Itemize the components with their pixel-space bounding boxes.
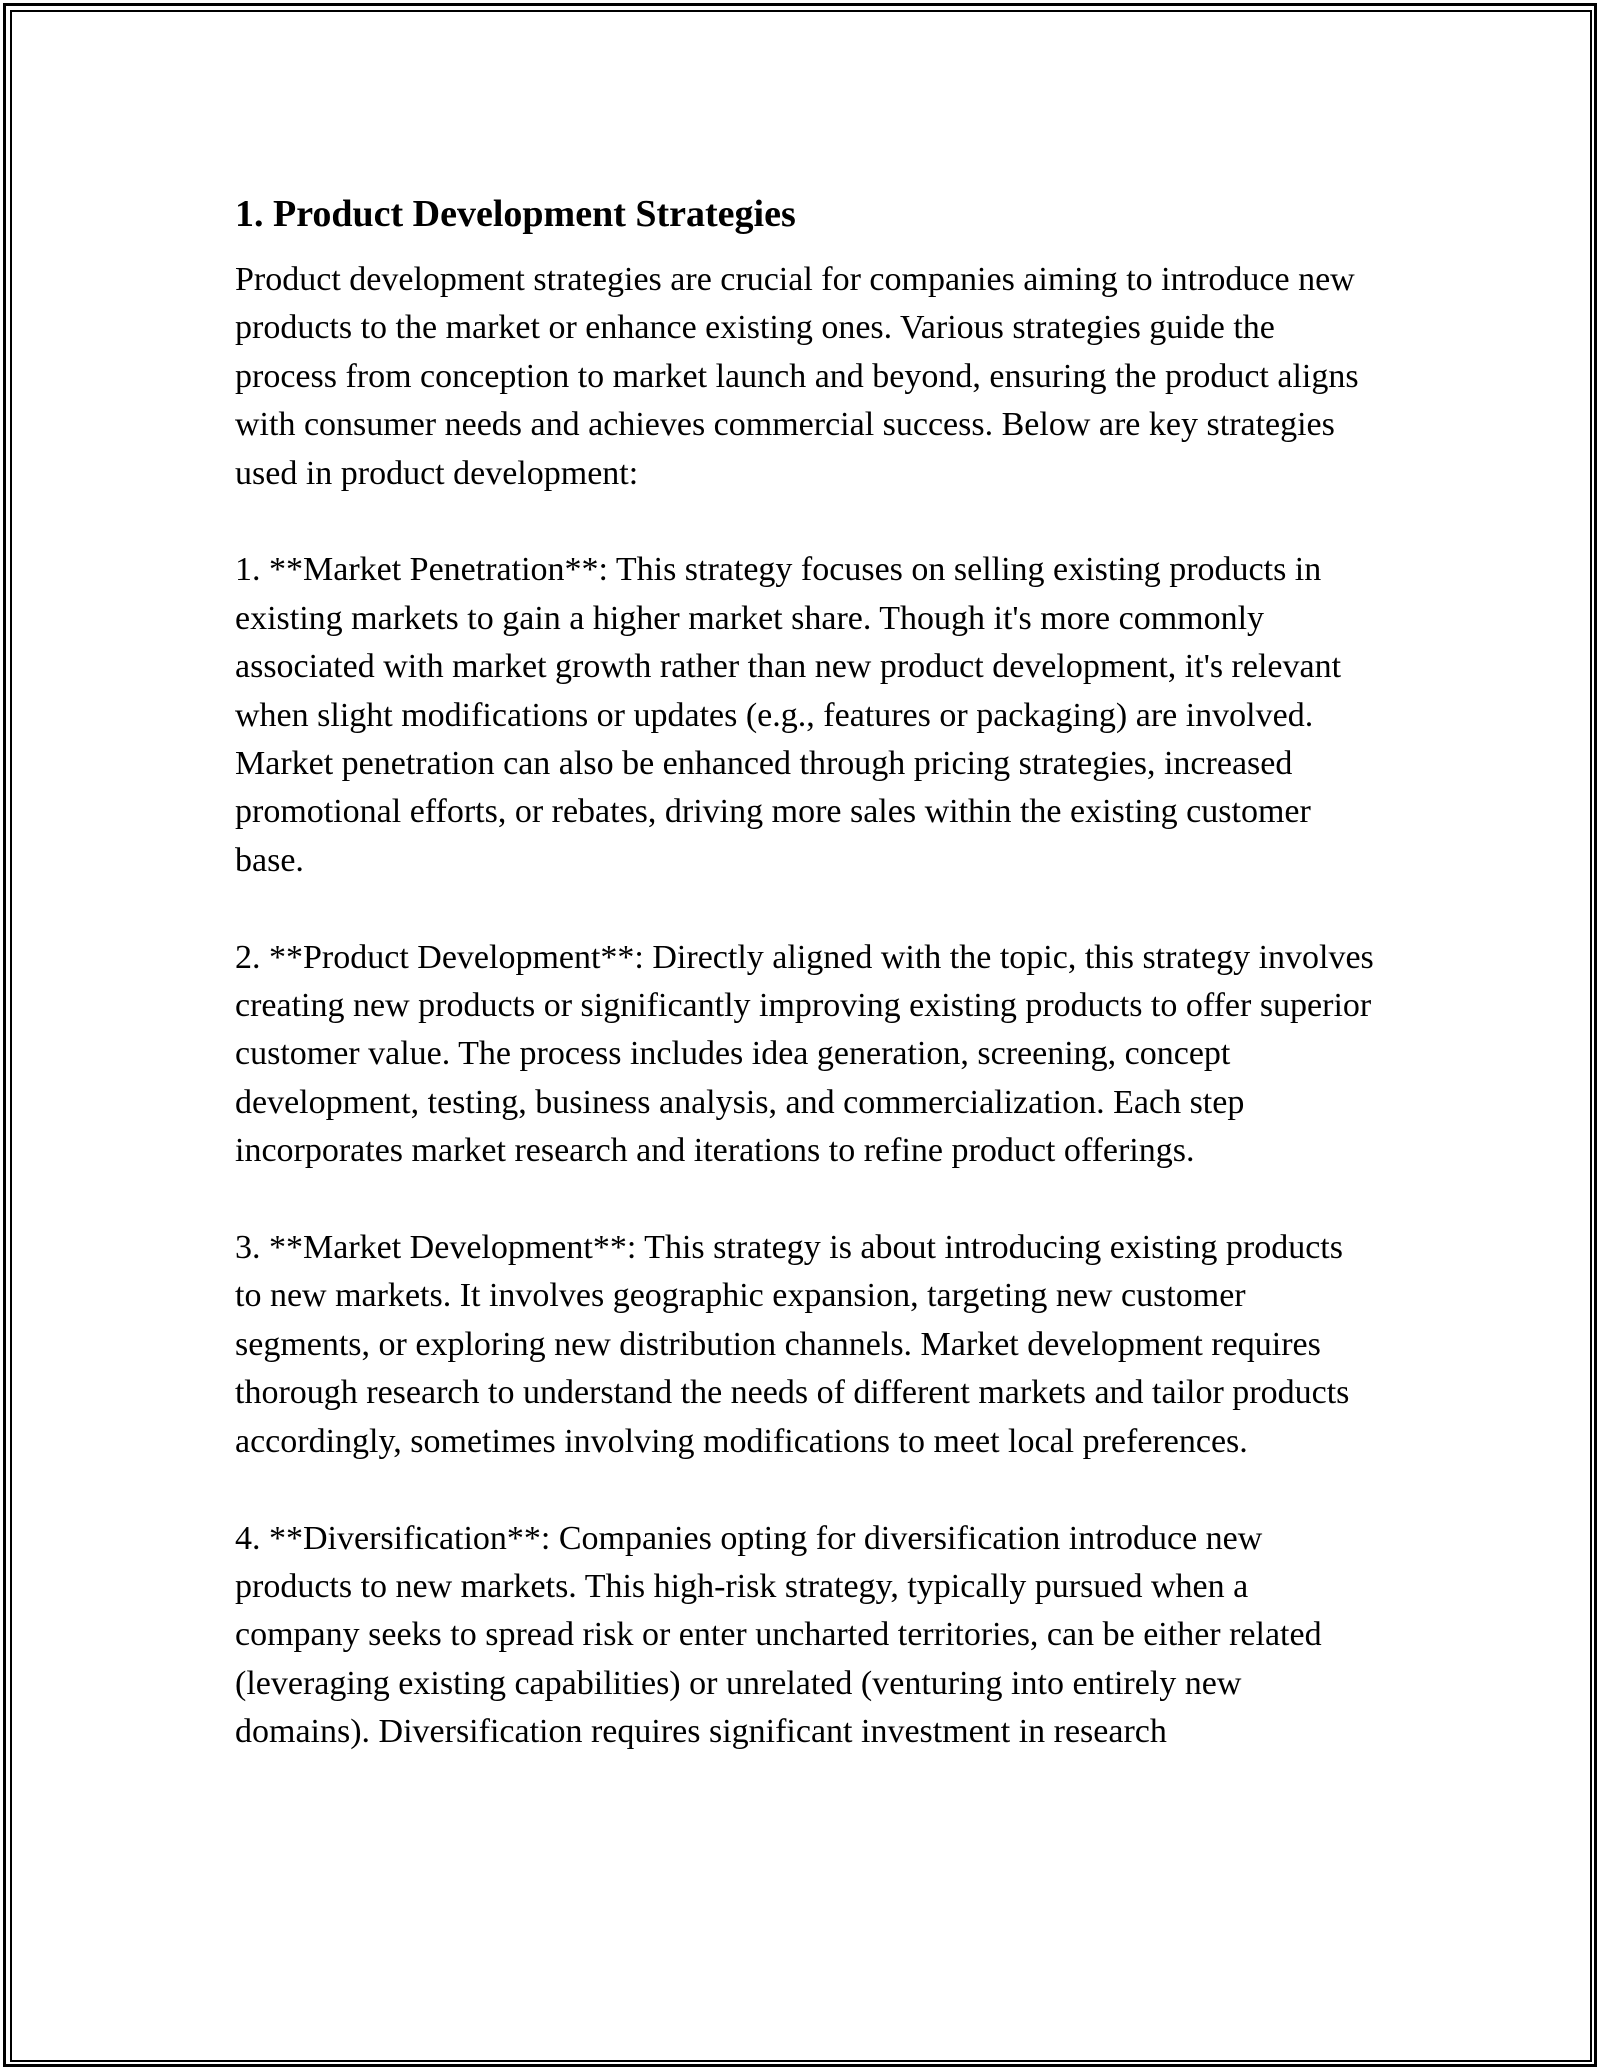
strategy-market-development: 3. **Market Development**: This strategy is about introducing existing products to new markets. It involves geographic expansion, targeting new customer segments, or exploring new distribution channels. Market development requires thorough research to understand the needs of different markets and tailor products accordingly, sometimes involving modifications to meet local preferences. <box>235 1229 1350 1460</box>
strategy-product-development: 2. **Product Development**: Directly aligned with the topic, this strategy involves creating new products or significantly improving existing products to offer superior customer value. The process includes idea generation, screening, concept development, testing, business analysis, and commercialization. Each step incorporates market research and iterations to refine product offerings. <box>235 938 1374 1170</box>
section-heading: 1. Product Development Strategies <box>235 193 796 235</box>
document-body <box>235 188 1375 1805</box>
strategy-diversification: 4. **Diversification**: Companies opting for diversification introduce new products to new markets. This high-risk strategy, typically pursued when a company seeks to spread risk or enter uncharted territories, can be either related (leveraging existing capabilities) or unrelated (venturing into entirely new domains). Diversification requires significant investment in research <box>235 1519 1322 1751</box>
strategy-market-penetration: 1. **Market Penetration**: This strategy focuses on selling existing products in existing markets to gain a higher market share. Though it's more commonly associated with market growth rather than new product development, it's relevant when slight modifications or updates (e.g., features or packaging) are involved. Market penetration can also be enhanced through pricing strategies, increased promotional efforts, or rebates, driving more sales within the existing customer base. <box>235 551 1342 879</box>
intro-paragraph: Product development strategies are crucial for companies aiming to introduce new products to the market or enhance existing ones. Various strategies guide the process from conception to market launch and beyond, ensuring the product aligns with consumer needs and achieves commercial success. Below are key strategies used in product development: <box>235 261 1359 492</box>
